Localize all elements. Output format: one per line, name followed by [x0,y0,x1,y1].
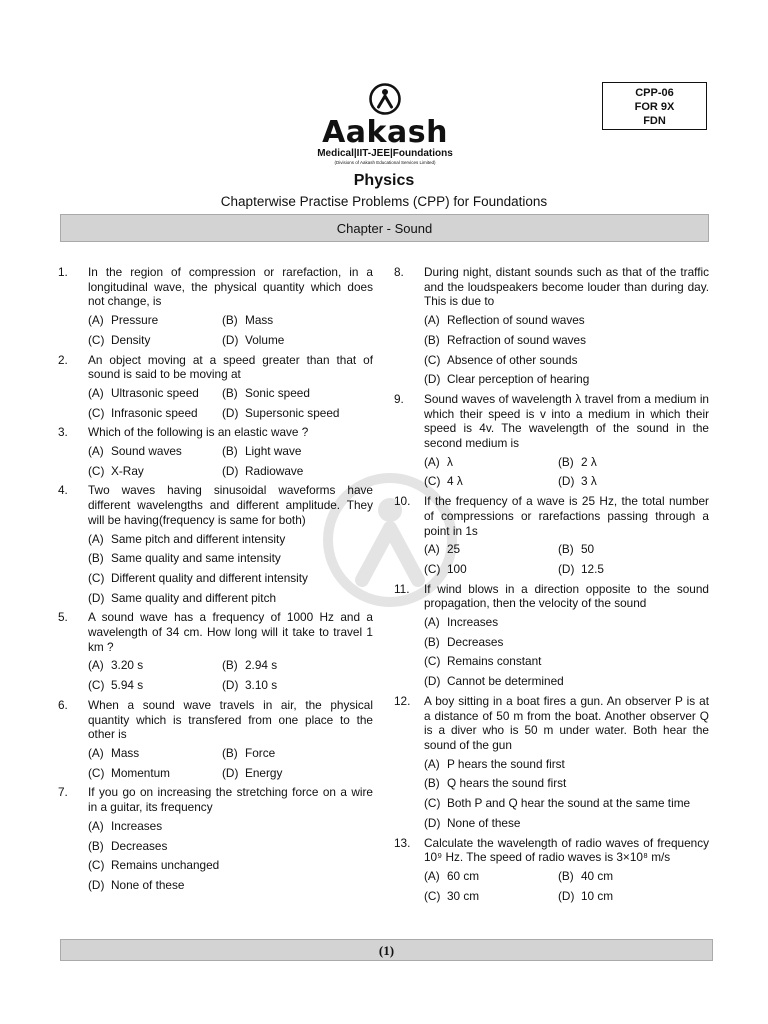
option-text: Light wave [245,444,302,459]
option-letter: (D) [424,674,441,689]
question-block [58,785,373,892]
option-item [424,333,709,348]
option-text: Refraction of sound waves [447,332,587,347]
question-block [394,582,709,689]
options [424,313,709,387]
options [88,746,373,780]
option-text: 30 cm [447,888,480,903]
option-text: Absence of other sounds [447,352,578,367]
option-item [222,444,356,459]
options [88,819,373,893]
option-letter: (B) [424,634,440,649]
option-letter: (C) [88,678,105,693]
option-item [558,542,692,557]
code-line: FOR 9X [634,101,675,113]
question-text: An object moving at a speed greater than that of sound is said to be moving at [88,352,373,382]
option-row [424,889,709,904]
option-item [88,658,222,673]
question-stem [394,694,709,753]
option-letter: (B) [88,551,104,566]
option-letter: (D) [424,815,441,830]
question-number: 5. [58,610,68,625]
option-item [88,878,373,893]
question-block [394,694,709,831]
option-text: Sonic speed [245,385,310,400]
question-number: 11. [394,581,410,596]
option-text: 50 [581,542,595,557]
option-item [88,591,373,606]
option-item [222,658,356,673]
option-letter: (D) [222,765,239,780]
option-letter: (B) [222,658,238,673]
option-text: Mass [245,313,274,328]
option-item [424,372,709,387]
options [88,532,373,606]
question-block [394,836,709,904]
option-row [88,313,373,328]
option-letter: (C) [424,796,441,811]
option-item [88,746,222,761]
option-text: Radiowave [245,463,304,478]
option-item [88,406,222,421]
option-row [88,444,373,459]
option-letter: (B) [558,868,574,883]
options [88,444,373,478]
option-text: 3.20 s [111,658,144,673]
option-letter: (B) [424,332,440,347]
option-text: Q hears the sound first [447,776,567,791]
question-stem [58,785,373,814]
option-text: Pressure [111,313,159,328]
page-number-bar: (1) [60,939,713,961]
option-text: Momentum [111,765,171,780]
option-row [88,678,373,693]
option-text: Energy [245,765,283,780]
option-letter: (D) [88,877,105,892]
option-text: 3 λ [581,474,597,489]
option-item [222,746,356,761]
option-item [222,464,356,479]
aakash-logo [300,82,470,166]
option-text: 2 λ [581,454,597,469]
option-item [88,386,222,401]
question-stem [58,698,373,742]
question-block [58,483,373,605]
option-item [558,869,692,884]
option-text: λ [447,454,453,469]
option-letter: (B) [222,745,238,760]
option-item [222,386,356,401]
option-row [424,474,709,489]
option-item [88,464,222,479]
option-letter: (A) [424,868,440,883]
code-line: FDN [643,115,666,127]
option-item [88,839,373,854]
option-letter: (C) [424,474,441,489]
option-letter: (A) [424,756,440,771]
option-item [424,869,558,884]
option-text: 3.10 s [245,678,278,693]
option-text: 60 cm [447,868,480,883]
chapter-bar: Chapter - Sound [60,214,709,242]
option-item [424,816,709,831]
question-number: 2. [58,352,68,367]
option-item [88,444,222,459]
question-text: During night, distant sounds such as that of the traffic and the loudspeakers become louder than during day. This is due to [424,265,709,309]
option-item [558,474,692,489]
option-text: Remains unchanged [111,858,220,873]
options [88,313,373,347]
options [424,542,709,576]
option-item [424,796,709,811]
option-text: Density [111,332,151,347]
question-text: Which of the following is an elastic wave ? [88,425,309,440]
option-text: Cannot be determined [447,674,564,689]
option-item [88,678,222,693]
option-letter: (A) [88,531,104,546]
question-block [394,392,709,489]
question-block [58,265,373,348]
aakash-emblem-icon [368,82,402,116]
option-item [222,678,356,693]
question-number: 8. [394,265,404,279]
option-text: 5.94 s [111,678,144,693]
option-letter: (D) [88,590,105,605]
question-text: If the frequency of a wave is 25 Hz, the total number of compressions or rarefactions passing through a point in 1s [424,494,709,538]
option-text: Clear perception of hearing [447,372,590,387]
option-letter: (D) [558,888,575,903]
option-item [424,615,709,630]
option-row [424,542,709,557]
question-text: If you go on increasing the stretching force on a wire in a guitar, its frequency [88,785,373,815]
options [424,757,709,831]
option-row [88,464,373,479]
option-letter: (B) [222,313,238,328]
option-letter: (A) [88,658,104,673]
option-item [88,333,222,348]
option-item [424,353,709,368]
option-letter: (C) [88,332,105,347]
option-letter: (A) [88,745,104,760]
option-item [424,674,709,689]
option-text: Same pitch and different intensity [111,531,286,546]
question-number: 10. [394,494,411,509]
option-item [88,571,373,586]
question-number: 13. [394,835,411,850]
option-letter: (C) [88,858,105,873]
question-block [394,265,709,387]
option-text: Sound waves [111,444,182,459]
option-text: X-Ray [111,463,144,478]
question-stem [58,425,373,440]
option-letter: (B) [558,542,574,557]
questions-right-column [394,265,709,908]
option-letter: (A) [88,313,104,328]
option-letter: (D) [222,463,239,478]
question-stem [58,353,373,382]
option-item [424,542,558,557]
question-text: When a sound wave travels in air, the physical quantity which is transfered from one place to the other is [88,697,373,742]
option-item [424,562,558,577]
question-stem [394,582,709,611]
option-letter: (C) [88,405,105,420]
option-letter: (C) [88,570,105,585]
question-stem [58,483,373,527]
options [88,386,373,420]
option-text: Reflection of sound waves [447,313,585,328]
option-letter: (C) [424,654,441,669]
option-item [424,474,558,489]
option-letter: (D) [222,332,239,347]
option-text: Decreases [111,838,168,853]
question-number: 1. [58,265,68,279]
question-text: In the region of compression or rarefaction, in a longitudinal wave, the physical quantity which does not change, is [88,265,373,309]
option-text: Force [245,745,276,760]
question-stem [394,265,709,309]
questions-left-column [58,265,373,898]
option-text: Infrasonic speed [111,405,198,420]
option-letter: (D) [424,372,441,387]
option-item [424,313,709,328]
option-letter: (A) [88,385,104,400]
question-block [58,353,373,421]
option-row [88,766,373,781]
option-item [222,313,356,328]
logo-subline: (Divisions of Aakash Educational Services Limited) [334,160,436,165]
options [424,615,709,689]
option-row [88,333,373,348]
option-text: Same quality and different pitch [111,590,277,605]
option-letter: (B) [558,454,574,469]
option-letter: (A) [424,615,440,630]
option-row [88,658,373,673]
option-text: 12.5 [581,561,604,576]
options [88,658,373,692]
question-stem [394,392,709,451]
option-letter: (A) [424,313,440,328]
option-text: Decreases [447,634,504,649]
option-letter: (B) [222,444,238,459]
question-stem [394,836,709,865]
option-text: Different quality and different intensity [111,570,308,585]
option-item [222,406,356,421]
option-row [424,455,709,470]
question-number: 7. [58,785,68,800]
option-item [222,766,356,781]
code-line: CPP-06 [635,87,674,99]
option-item [424,757,709,772]
subject-title: Physics [353,172,415,189]
options [424,869,709,903]
option-text: Increases [111,818,163,833]
option-letter: (C) [424,888,441,903]
option-text: 10 cm [581,888,614,903]
question-stem [58,265,373,309]
question-number: 6. [58,697,68,712]
option-text: None of these [447,815,521,830]
question-number: 12. [394,693,411,708]
option-letter: (D) [558,474,575,489]
question-text: A boy sitting in a boat fires a gun. An observer P is at a distance of 50 m from the boat. Another observer Q is a diver who is 50 m under water. Both hear the sound of the gun [424,693,709,752]
option-text: Remains constant [447,654,542,669]
option-item [558,889,692,904]
option-row [424,562,709,577]
option-letter: (A) [88,818,104,833]
subtitle: Chapterwise Practise Problems (CPP) for Foundations [220,194,548,209]
question-stem [58,610,373,654]
option-letter: (C) [88,765,105,780]
option-text: 2.94 s [245,658,278,673]
option-text: Volume [245,332,285,347]
option-text: 100 [447,561,467,576]
option-row [424,869,709,884]
option-item [222,333,356,348]
logo-brand: Aakash [322,115,448,150]
option-letter: (A) [88,444,104,459]
option-item [88,532,373,547]
option-item [88,819,373,834]
question-block [58,698,373,781]
document-code-box [602,82,707,130]
option-item [424,776,709,791]
option-letter: (B) [424,776,440,791]
option-text: Supersonic speed [245,405,340,420]
option-letter: (B) [88,838,104,853]
option-item [424,889,558,904]
options [424,455,709,489]
option-text: Increases [447,615,499,630]
option-row [88,386,373,401]
option-item [558,562,692,577]
option-text: P hears the sound first [447,756,565,771]
option-letter: (B) [222,385,238,400]
question-text: Calculate the wavelength of radio waves of frequency 10⁹ Hz. The speed of radio waves is 3×10⁸ m/s [424,835,709,865]
question-block [58,425,373,478]
option-letter: (C) [424,352,441,367]
option-text: Same quality and same intensity [111,551,281,566]
option-item [424,654,709,669]
option-text: None of these [111,877,185,892]
option-letter: (D) [222,678,239,693]
option-letter: (C) [424,561,441,576]
option-item [88,313,222,328]
question-stem [394,494,709,538]
question-block [394,494,709,577]
option-row [88,746,373,761]
option-item [424,635,709,650]
option-text: 25 [447,542,461,557]
option-letter: (D) [558,561,575,576]
option-text: 40 cm [581,868,614,883]
option-text: Both P and Q hear the sound at the same time [447,796,691,811]
option-item [88,858,373,873]
option-item [558,455,692,470]
option-letter: (A) [424,542,440,557]
question-number: 4. [58,483,68,498]
logo-tagline: Medical|IIT-JEE|Foundations [317,148,453,159]
question-block [58,610,373,693]
option-letter: (A) [424,454,440,469]
option-text: Mass [111,745,140,760]
question-number: 3. [58,425,68,440]
option-item [88,551,373,566]
question-number: 9. [394,391,404,406]
question-text: A sound wave has a frequency of 1000 Hz and a wavelength of 34 cm. How long will it take to travel 1 km ? [88,610,373,654]
question-text: Two waves having sinusoidal waveforms have different wavelengths and different amplitude. They will be having(frequency is same for both) [88,483,373,527]
option-text: 4 λ [447,474,463,489]
option-letter: (C) [88,463,105,478]
option-row [88,406,373,421]
question-text: If wind blows in a direction opposite to the sound propagation, then the velocity of the sound [424,581,709,611]
option-letter: (D) [222,405,239,420]
option-text: Ultrasonic speed [111,385,199,400]
option-item [88,766,222,781]
option-item [424,455,558,470]
question-text: Sound waves of wavelength λ travel from a medium in which their speed is v into a medium in which their speed is 4v. The wavelength of the sound in the second medium is [424,391,709,451]
